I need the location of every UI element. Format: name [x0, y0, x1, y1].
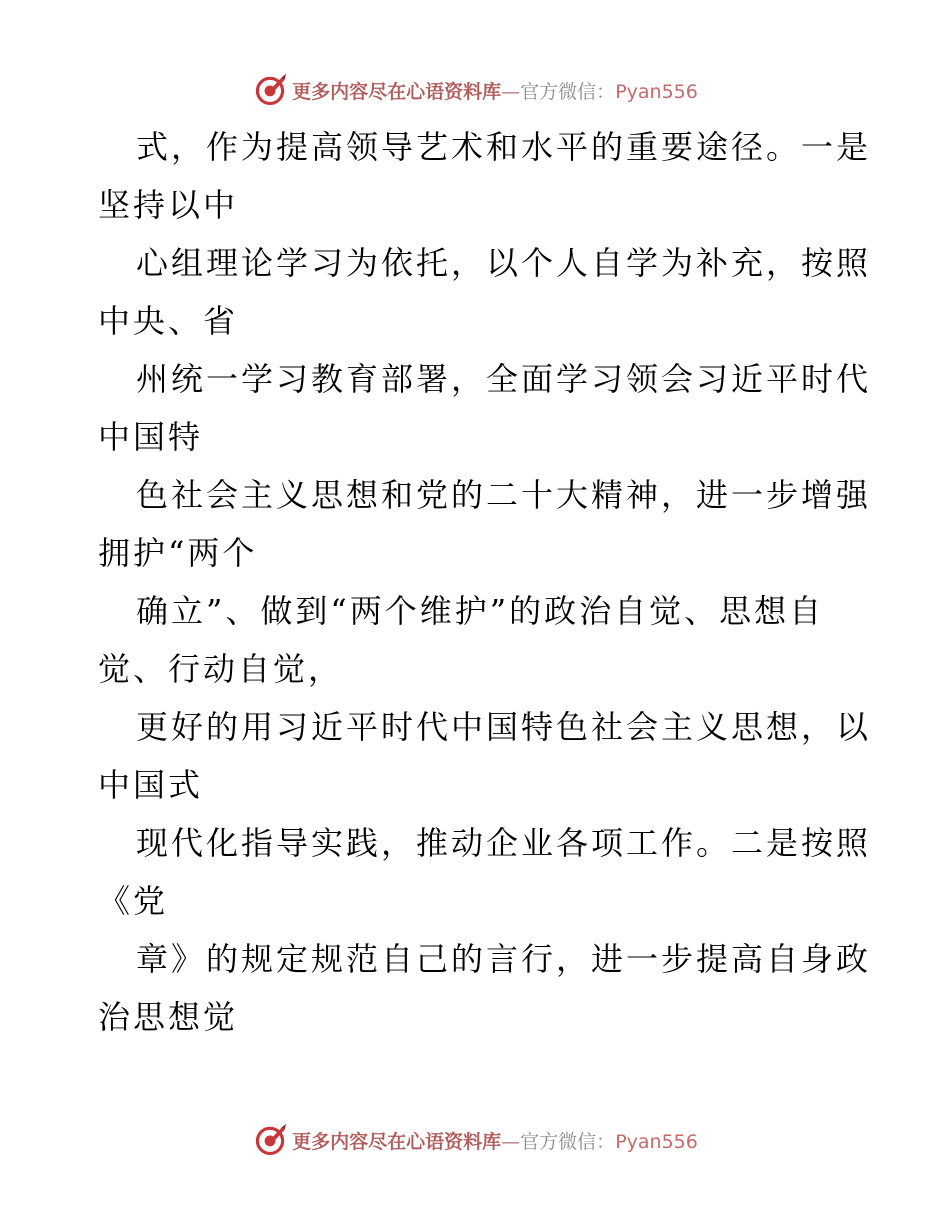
- text-line: 更好的用习近平时代中国特色社会主义思想，以: [136, 708, 872, 746]
- footer-text: [292, 1127, 698, 1154]
- header-brand: 更多内容尽在心语资料库: [292, 80, 502, 103]
- footer-wechat-id: Pyan556: [615, 1130, 698, 1153]
- footer-separator: —: [501, 1130, 521, 1153]
- text-line: 《党: [98, 882, 169, 920]
- text-line: 中央、省: [98, 302, 239, 340]
- text-line: 确立”、做到“两个维护”的政治自觉、思想自: [136, 592, 825, 630]
- text-line: 拥护“两个: [98, 534, 258, 572]
- header-wechat-id: Pyan556: [615, 80, 698, 103]
- footer-banner: [0, 1120, 950, 1160]
- footer-brand: 更多内容尽在心语资料库: [292, 1130, 502, 1153]
- header-wechat-label: 官方微信：: [520, 80, 616, 103]
- header-separator: —: [501, 80, 521, 103]
- brand-logo-icon: [252, 1122, 288, 1158]
- footer-wechat-label: 官方微信：: [520, 1130, 616, 1153]
- text-line: 坚持以中: [98, 186, 239, 224]
- text-line: 章》的规定规范自己的言行，进一步提高自身政: [136, 940, 872, 978]
- document-body: [98, 118, 872, 1046]
- text-line: 州统一学习教育部署，全面学习领会习近平时代: [136, 360, 872, 398]
- text-line: 中国特: [98, 418, 204, 456]
- text-line: 中国式: [98, 766, 204, 804]
- text-line: 现代化指导实践，推动企业各项工作。二是按照: [136, 824, 872, 862]
- text-line: 觉、行动自觉，: [98, 650, 344, 688]
- text-line: 心组理论学习为依托，以个人自学为补充，按照: [136, 244, 872, 282]
- header-banner: [0, 70, 950, 110]
- text-line: 色社会主义思想和党的二十大精神，进一步增强: [136, 476, 872, 514]
- header-text: [292, 77, 698, 104]
- text-line: 治思想觉: [98, 998, 239, 1036]
- text-line: 式，作为提高领导艺术和水平的重要途径。一是: [136, 128, 872, 166]
- brand-logo-icon: [252, 72, 288, 108]
